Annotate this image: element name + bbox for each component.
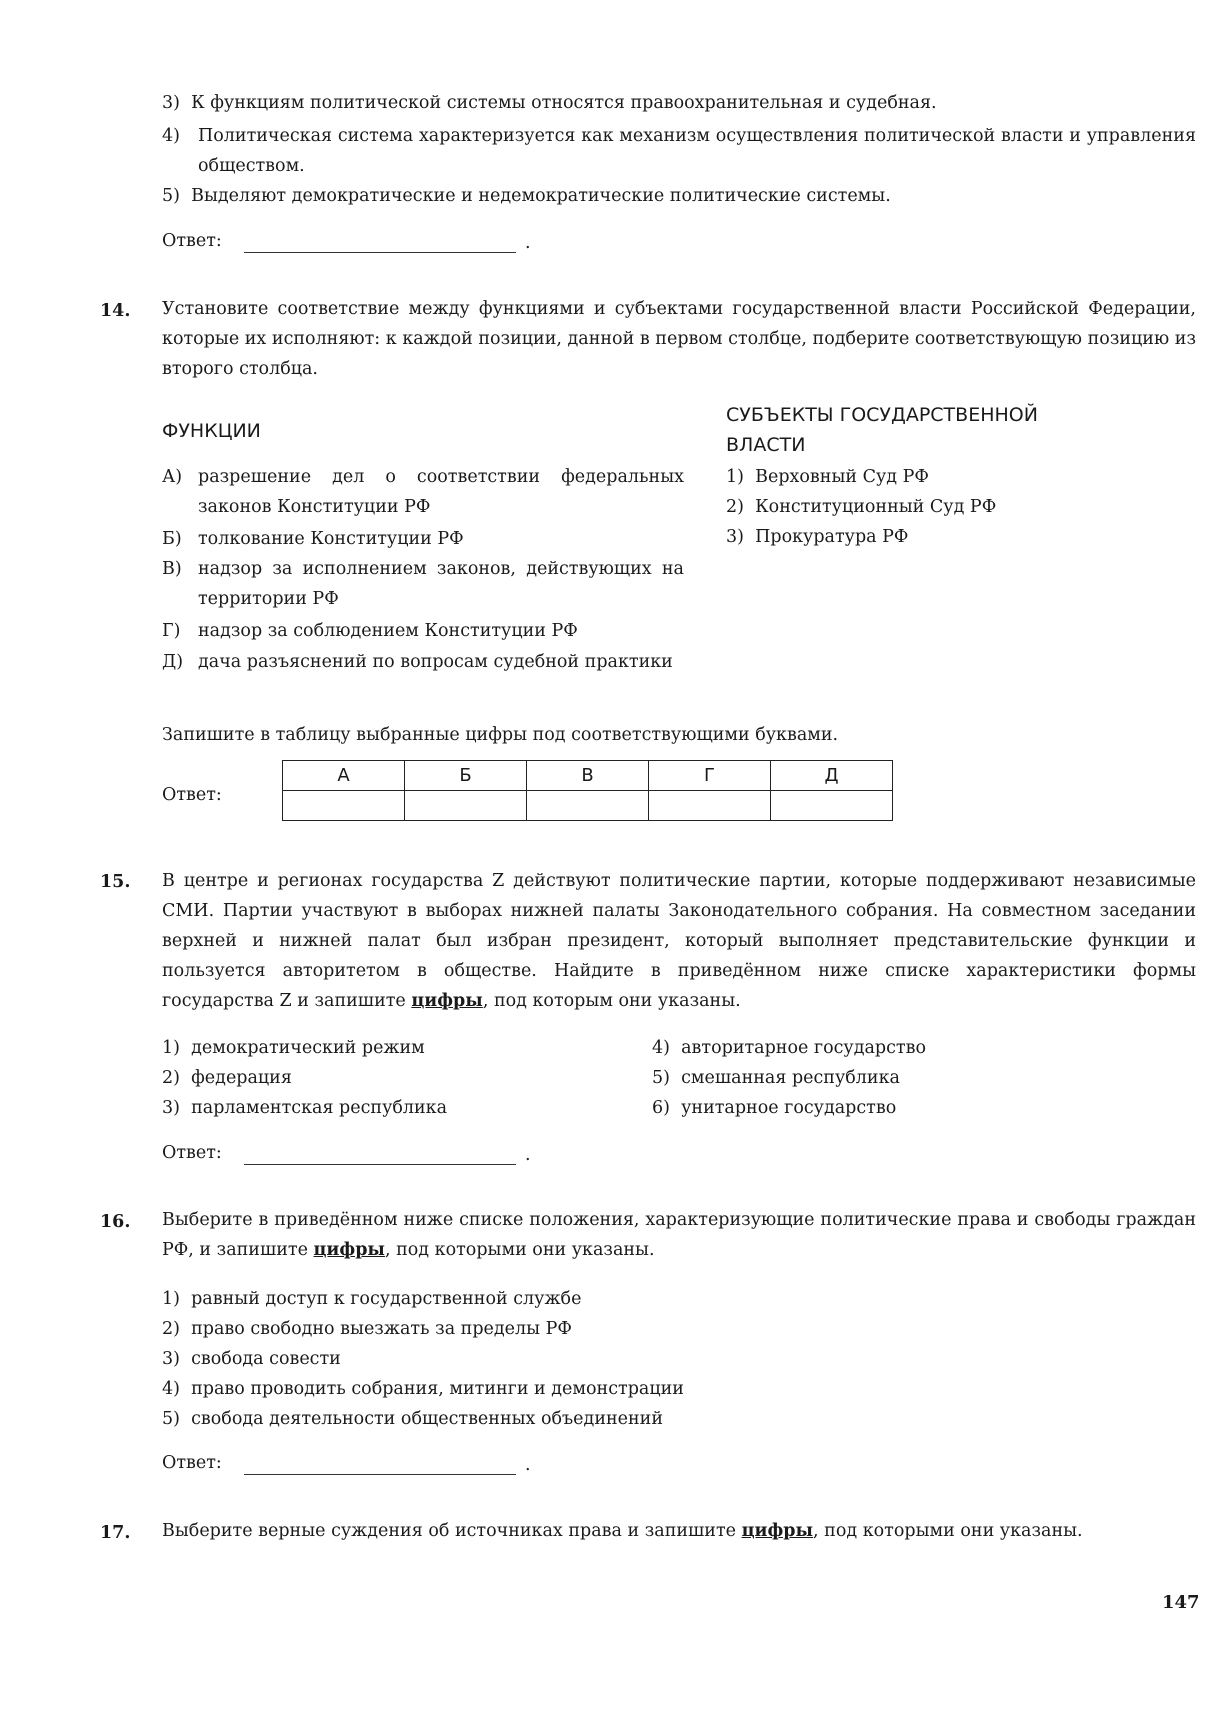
q14-function-b: Б) толкование Конституции РФ — [162, 529, 464, 549]
q16-number: 16. — [100, 1212, 131, 1232]
q17-emph: цифры — [741, 1521, 814, 1541]
q14-subject-1: 1) Верховный Суд РФ — [726, 467, 929, 487]
q15-option-2: 2) федерация — [162, 1068, 292, 1088]
q15-number: 15. — [100, 872, 131, 892]
q15-option-4: 4) авторитарное государство — [652, 1038, 926, 1058]
q14-number: 14. — [100, 301, 131, 321]
q16-answer-field[interactable] — [244, 1474, 516, 1475]
answer-col-d: Г — [649, 761, 771, 791]
q13-answer-field[interactable] — [244, 252, 516, 253]
q14-instruction: Запишите в таблицу выбранные цифры под соответствующими буквами. — [162, 725, 839, 745]
q13-item-3: 3) К функциям политической системы относятся правоохранительная и судебная. — [162, 93, 937, 113]
answer-col-a: А — [283, 761, 405, 791]
q14-function-e: Д) дача разъяснений по вопросам судебной практики — [162, 652, 673, 672]
q16-option-1: 1) равный доступ к государственной службе — [162, 1289, 582, 1309]
q13-answer-label: Ответ: — [162, 231, 222, 251]
q14-function-d: Г) надзор за соблюдением Конституции РФ — [162, 621, 578, 641]
q13-item-4: 4) Политическая система характеризуется как механизм осуществления политической власти и управления обществом. — [162, 126, 1196, 176]
q15-answer-label: Ответ: — [162, 1143, 222, 1163]
q16-answer-label: Ответ: — [162, 1453, 222, 1473]
q15-text: В центре и регионах государства Z действуют политические партии, которые поддерживают независимые СМИ. Партии участвуют в выборах нижней палаты Законодательного собрания. На совместном заседании верхней и нижней палат был избран президент, который выполняет представительские функции и пользуется авторитетом в обществе. Найдите в приведённом ниже списке характеристики формы государства Z и запишите цифры, под которым они указаны. — [162, 871, 1196, 1011]
q14-subjects-header-2: ВЛАСТИ — [726, 434, 806, 456]
answer-cell-b[interactable] — [405, 791, 527, 821]
q15-answer-period: . — [525, 1145, 531, 1165]
q16-option-2: 2) право свободно выезжать за пределы РФ — [162, 1319, 572, 1339]
answer-col-e: Д — [771, 761, 893, 791]
q14-functions-header: ФУНКЦИИ — [162, 420, 261, 442]
q15-answer-field[interactable] — [244, 1164, 516, 1165]
answer-cell-d[interactable] — [649, 791, 771, 821]
answer-cell-c[interactable] — [527, 791, 649, 821]
q15-option-1: 1) демократический режим — [162, 1038, 425, 1058]
answer-col-c: В — [527, 761, 649, 791]
q14-answer-label: Ответ: — [162, 785, 222, 805]
q14-subject-3: 3) Прокуратура РФ — [726, 527, 909, 547]
q15-option-6: 6) унитарное государство — [652, 1098, 897, 1118]
q13-answer-period: . — [525, 233, 531, 253]
q13-item-5: 5) Выделяют демократические и недемократические политические системы. — [162, 186, 891, 206]
q16-option-5: 5) свобода деятельности общественных объединений — [162, 1409, 663, 1429]
q15-option-3: 3) парламентская республика — [162, 1098, 448, 1118]
q16-text: Выберите в приведённом ниже списке положения, характеризующие политические права и свободы граждан РФ, и запишите цифры, под которыми они указаны. — [162, 1210, 1196, 1260]
q16-option-4: 4) право проводить собрания, митинги и демонстрации — [162, 1379, 684, 1399]
q16-answer-period: . — [525, 1455, 531, 1475]
answer-table-input-row — [283, 791, 893, 821]
answer-cell-a[interactable] — [283, 791, 405, 821]
q15-emph: цифры — [411, 991, 483, 1011]
q16-emph: цифры — [313, 1240, 385, 1260]
q14-subjects-header-1: СУБЪЕКТЫ ГОСУДАРСТВЕННОЙ — [726, 404, 1038, 426]
q14-subject-2: 2) Конституционный Суд РФ — [726, 497, 997, 517]
q16-option-3: 3) свобода совести — [162, 1349, 341, 1369]
q15-option-5: 5) смешанная республика — [652, 1068, 900, 1088]
q14-answer-table — [282, 760, 893, 821]
answer-cell-e[interactable] — [771, 791, 893, 821]
page-number: 147 — [1162, 1592, 1200, 1613]
q14-text: Установите соответствие между функциями и субъектами государственной власти Российской Федерации, которые их исполняют: к каждой позиции, данной в первом столбце, подберите соответствующую позицию из второго столбца. — [162, 299, 1196, 379]
q14-function-c: В) надзор за исполнением законов, действующих на территории РФ — [162, 559, 684, 609]
answer-table-header-row — [283, 761, 893, 791]
q17-text: Выберите верные суждения об источниках права и запишите цифры, под которыми они указаны. — [162, 1521, 1083, 1541]
q17-number: 17. — [100, 1523, 131, 1543]
q14-function-a: А) разрешение дел о соответствии федеральных законов Конституции РФ — [162, 467, 684, 517]
answer-col-b: Б — [405, 761, 527, 791]
